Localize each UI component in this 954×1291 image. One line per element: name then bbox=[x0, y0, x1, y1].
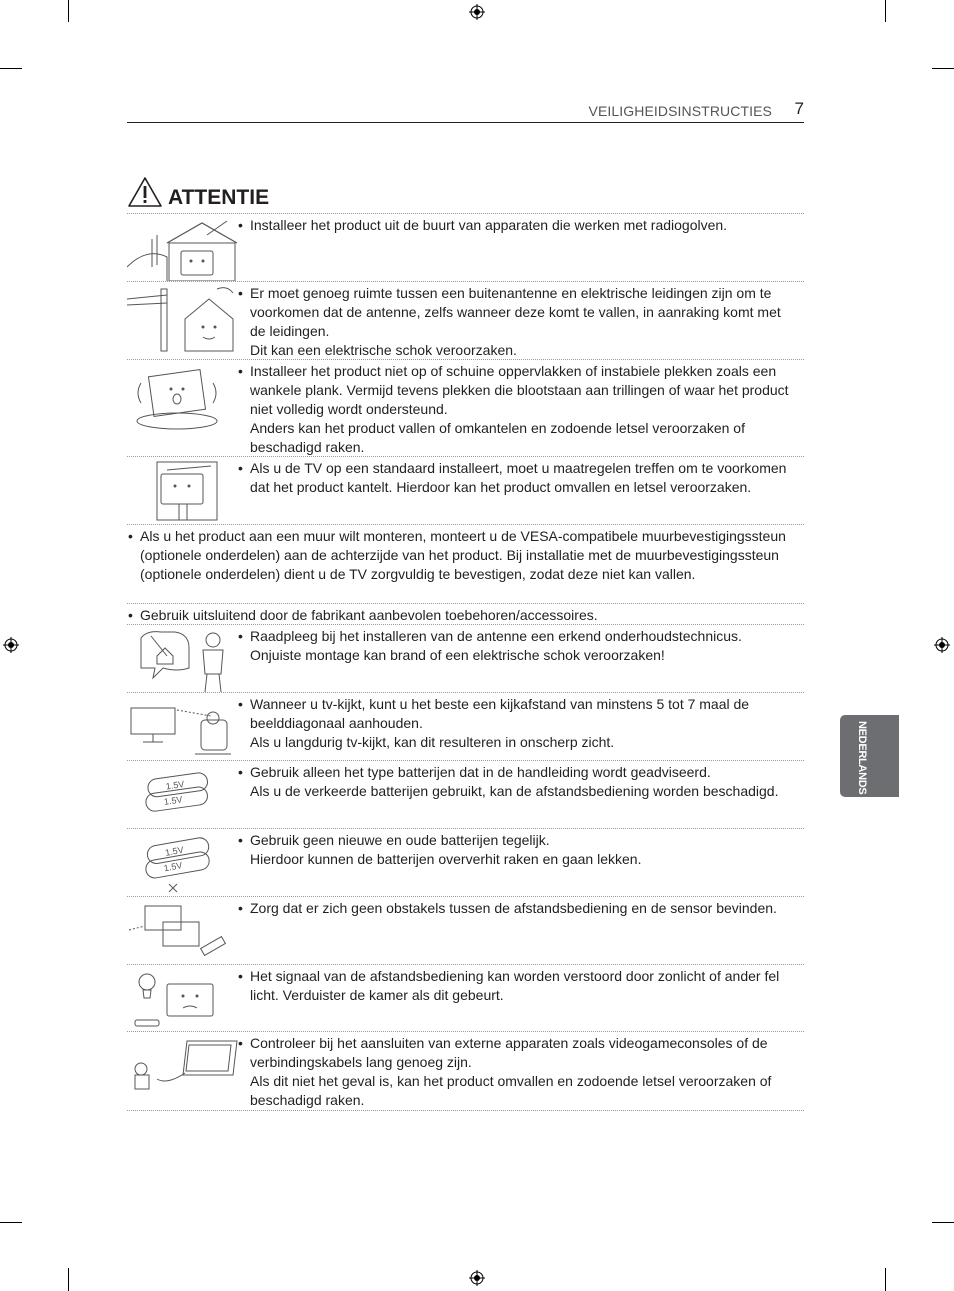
list-item bbox=[127, 964, 804, 1032]
list-item-text bbox=[238, 362, 790, 457]
tv-stand-tip-illustration bbox=[127, 460, 243, 524]
antenna-technician-illustration bbox=[127, 628, 243, 694]
item-line: Als u de TV op een standaard installeert, moet u maatregelen treffen om te voorkomen dat het product kantelt. Hierdoor kan het product omvallen en letsel veroorzaken. bbox=[250, 460, 787, 495]
list-item bbox=[127, 760, 804, 829]
item-line: Controleer bij het aansluiten van externe apparaten zoals videogameconsoles of de verbindingskabels lang genoeg zijn. bbox=[250, 1035, 768, 1070]
list-item-text bbox=[238, 763, 790, 801]
bullet-icon: • bbox=[238, 764, 243, 780]
list-item-text bbox=[238, 627, 790, 665]
list-item-text bbox=[238, 967, 790, 1005]
list-item bbox=[127, 524, 804, 604]
remote-obstacle-illustration bbox=[127, 900, 243, 962]
list-item bbox=[127, 624, 804, 693]
item-line: Raadpleeg bij het installeren van de antenne een erkend onderhoudstechnicus. bbox=[250, 628, 742, 644]
list-item-text bbox=[238, 899, 790, 918]
item-line: Hierdoor kunnen de batterijen oververhit raken en gaan lekken. bbox=[250, 851, 642, 867]
item-line: Dit kan een elektrische schok veroorzaken. bbox=[250, 342, 517, 358]
section-title: VEILIGHEIDSINSTRUCTIES bbox=[588, 103, 772, 119]
item-line: Als u het product aan een muur wilt monteren, monteert u de VESA-compatibele muurbevestigingssteun (optionele onderdelen) aan de achterzijde van het product. Bij installatie met de muurbevestigingssteun (optionele onderdelen) dient u de TV zorgvuldig te bevestigen, zodat deze niet kan vallen. bbox=[140, 528, 786, 582]
item-line: Wanneer u tv-kijkt, kunt u het beste een kijkafstand van minstens 5 tot 7 maal de beelddiagonaal aanhouden. bbox=[250, 696, 750, 731]
crop-mark bbox=[0, 68, 22, 69]
list-item-text bbox=[238, 459, 790, 497]
bullet-icon: • bbox=[238, 628, 243, 644]
list-item bbox=[127, 213, 804, 282]
mixed-batteries-illustration bbox=[127, 832, 243, 896]
item-line: Als u langdurig tv-kijkt, kan dit resulteren in onscherp zicht. bbox=[250, 734, 615, 750]
bullet-icon: • bbox=[238, 968, 243, 984]
item-line: Anders kan het product vallen of omkantelen en zodoende letsel veroorzaken of beschadigd raken. bbox=[250, 420, 745, 455]
warning-triangle-icon bbox=[127, 176, 163, 208]
crop-mark bbox=[68, 0, 69, 22]
bullet-icon: • bbox=[128, 607, 133, 623]
bullet-icon: • bbox=[238, 285, 243, 301]
list-item-text bbox=[238, 1034, 790, 1110]
item-line: Er moet genoeg ruimte tussen een buitenantenne en elektrische leidingen zijn om te voorkomen dat de antenne, zelfs wanneer deze komt te vallen, in aanraking komt met de leidingen. bbox=[250, 285, 781, 339]
list-item bbox=[127, 828, 804, 897]
page-header bbox=[127, 100, 804, 123]
list-item bbox=[127, 359, 804, 457]
heading-title: ATTENTIE bbox=[168, 186, 270, 209]
list-item bbox=[127, 692, 804, 761]
battery-label: 1.5V bbox=[163, 794, 184, 807]
list-item-text bbox=[128, 527, 800, 584]
battery-label: 1.5V bbox=[163, 860, 184, 874]
bullet-icon: • bbox=[238, 832, 243, 848]
bullet-icon: • bbox=[238, 363, 243, 379]
item-line: Gebruik alleen het type batterijen dat in de handleiding wordt geadviseerd. bbox=[250, 764, 711, 780]
item-line: Installeer het product uit de buurt van apparaten die werken met radiogolven. bbox=[250, 217, 728, 233]
radio-antenna-house-illustration bbox=[127, 217, 243, 281]
section-heading bbox=[127, 176, 804, 212]
registration-mark-icon bbox=[469, 1270, 485, 1286]
sunlight-remote-illustration bbox=[127, 968, 243, 1032]
battery-label: 1.5V bbox=[164, 844, 185, 858]
item-line: Gebruik geen nieuwe en oude batterijen tegelijk. bbox=[250, 832, 550, 848]
unstable-tv-illustration bbox=[127, 363, 243, 435]
list-item bbox=[127, 896, 804, 965]
batteries-illustration bbox=[127, 764, 243, 826]
item-line: Als dit niet het geval is, kan het product omvallen en zodoende letsel veroorzaken of beschadigd raken. bbox=[250, 1073, 772, 1108]
bullet-icon: • bbox=[238, 696, 243, 712]
list-item-text bbox=[238, 284, 790, 360]
list-item bbox=[127, 456, 804, 525]
crop-mark bbox=[885, 1268, 886, 1291]
crop-mark bbox=[932, 1222, 954, 1223]
list-item bbox=[127, 603, 804, 625]
item-line: Onjuiste montage kan brand of een elektrische schok veroorzaken! bbox=[250, 647, 665, 663]
item-line: Gebruik uitsluitend door de fabrikant aanbevolen toebehoren/accessoires. bbox=[140, 607, 598, 623]
crop-mark bbox=[885, 0, 886, 22]
viewing-distance-illustration bbox=[127, 696, 243, 758]
list-item bbox=[127, 1031, 804, 1111]
item-line: Installeer het product niet op of schuine oppervlakken of instabiele plekken zoals een wankele plank. Vermijd tevens plekken die blootstaan aan trillingen of waar het product niet volledig wordt ondersteund. bbox=[250, 363, 789, 417]
page-number: 7 bbox=[794, 99, 804, 118]
list-item-text bbox=[128, 606, 800, 625]
registration-mark-icon bbox=[934, 637, 950, 653]
item-line: Als u de verkeerde batterijen gebruikt, kan de afstandsbediening worden beschadigd. bbox=[250, 783, 779, 799]
list-item bbox=[127, 281, 804, 360]
list-item-text bbox=[238, 695, 790, 752]
item-line: Het signaal van de afstandsbediening kan worden verstoord door zonlicht of ander fel licht. Verduister de kamer als dit gebeurt. bbox=[250, 968, 780, 1003]
language-tab bbox=[840, 715, 899, 797]
antenna-power-line-illustration bbox=[127, 285, 243, 355]
bullet-icon: • bbox=[238, 217, 243, 233]
cable-length-illustration bbox=[127, 1035, 243, 1099]
battery-label: 1.5V bbox=[165, 778, 185, 792]
language-label: NEDERLANDS bbox=[856, 721, 868, 795]
item-line: Zorg dat er zich geen obstakels tussen de afstandsbediening en de sensor bevinden. bbox=[250, 900, 777, 916]
bullet-icon: • bbox=[128, 528, 133, 544]
crop-mark bbox=[0, 1222, 22, 1223]
list-item-text bbox=[238, 831, 790, 869]
crop-mark bbox=[68, 1268, 69, 1291]
registration-mark-icon bbox=[469, 4, 485, 20]
bullet-icon: • bbox=[238, 900, 243, 916]
registration-mark-icon bbox=[3, 637, 19, 653]
crop-mark bbox=[932, 68, 954, 69]
list-item-text bbox=[238, 216, 790, 235]
bullet-icon: • bbox=[238, 1035, 243, 1051]
bullet-icon: • bbox=[238, 460, 243, 476]
